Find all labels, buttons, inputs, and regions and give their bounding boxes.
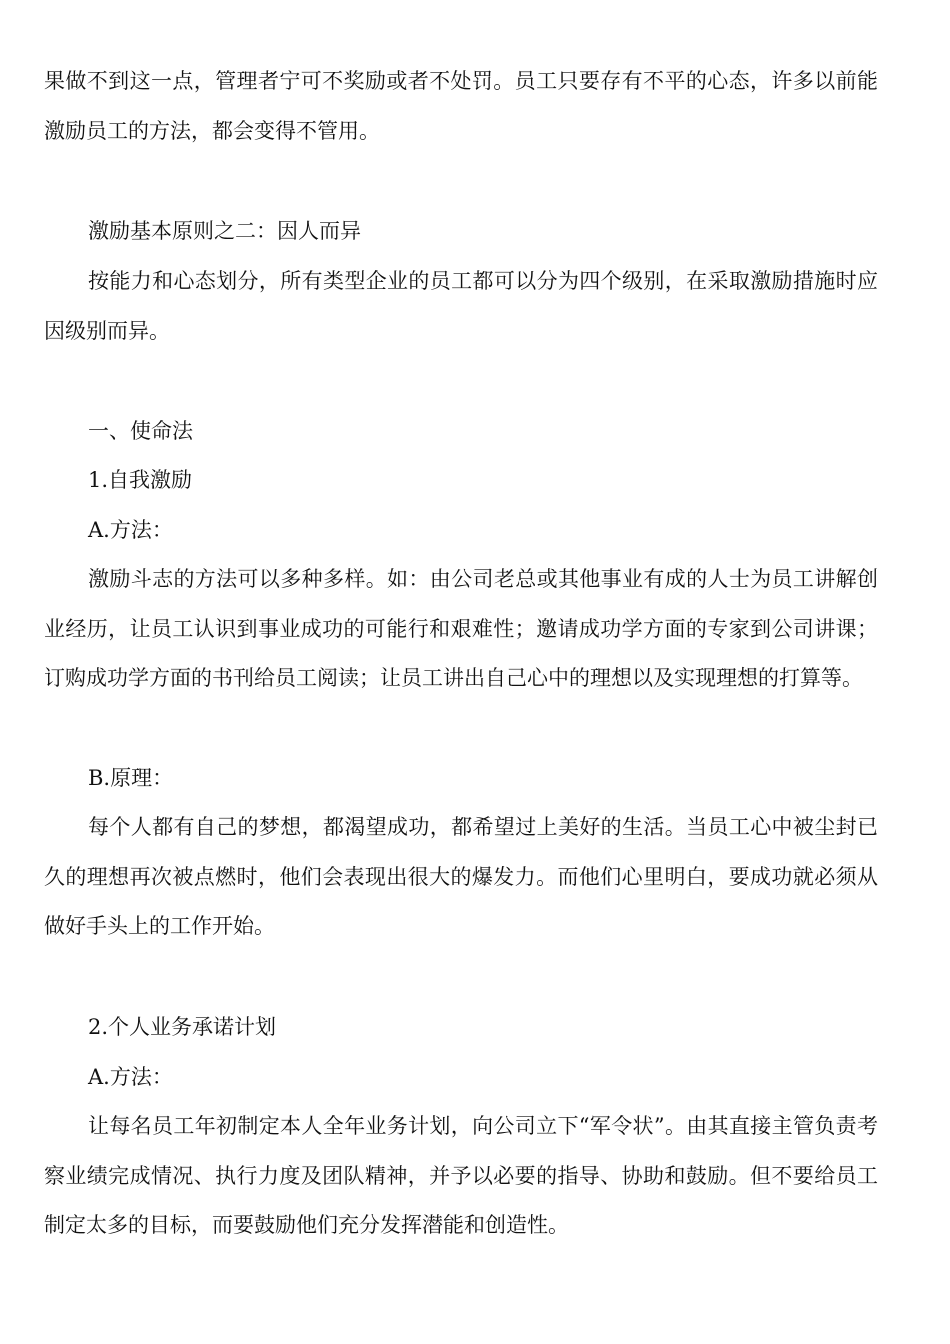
item-2-heading: 2.个人业务承诺计划 — [88, 1015, 277, 1039]
item-2-method-paragraph: 让每名员工年初制定本人全年业务计划，向公司立下“军令状”。由其直接主管负责考察业绩完成情况、执行力度及团队精神，并予以必要的指导、协助和鼓励。但不要给员工制定太多的目标，而要鼓励他们充分发挥潜能和创造性。 — [44, 1114, 878, 1237]
continuation-paragraph: 果做不到这一点，管理者宁可不奖励或者不处罚。员工只要存有不平的心态，许多以前能激励员工的方法，都会变得不管用。 — [44, 69, 878, 143]
item-2-method-label: A.方法： — [88, 1065, 173, 1089]
item-1-method-label: A.方法： — [88, 518, 173, 542]
principle-2-heading: 激励基本原则之二：因人而异 — [88, 219, 361, 243]
item-1-heading: 1.自我激励 — [88, 468, 193, 492]
item-1-principle-paragraph: 每个人都有自己的梦想，都渴望成功，都希望过上美好的生活。当员工心中被尘封已久的理想再次被点燃时，他们会表现出很大的爆发力。而他们心里明白，要成功就必须从做好手头上的工作开始。 — [44, 815, 878, 938]
section-1-heading: 一、使命法 — [88, 419, 193, 443]
item-1-principle-label: B.原理： — [88, 766, 174, 790]
item-1-method-paragraph: 激励斗志的方法可以多种多样。如：由公司老总或其他事业有成的人士为员工讲解创业经历，让员工认识到事业成功的可能行和艰难性；邀请成功学方面的专家到公司讲课；订购成功学方面的书刊给员工阅读；让员工讲出自己心中的理想以及实现理想的打算等。 — [44, 567, 878, 690]
principle-2-paragraph: 按能力和心态划分，所有类型企业的员工都可以分为四个级别，在采取激励措施时应因级别而异。 — [44, 269, 878, 343]
